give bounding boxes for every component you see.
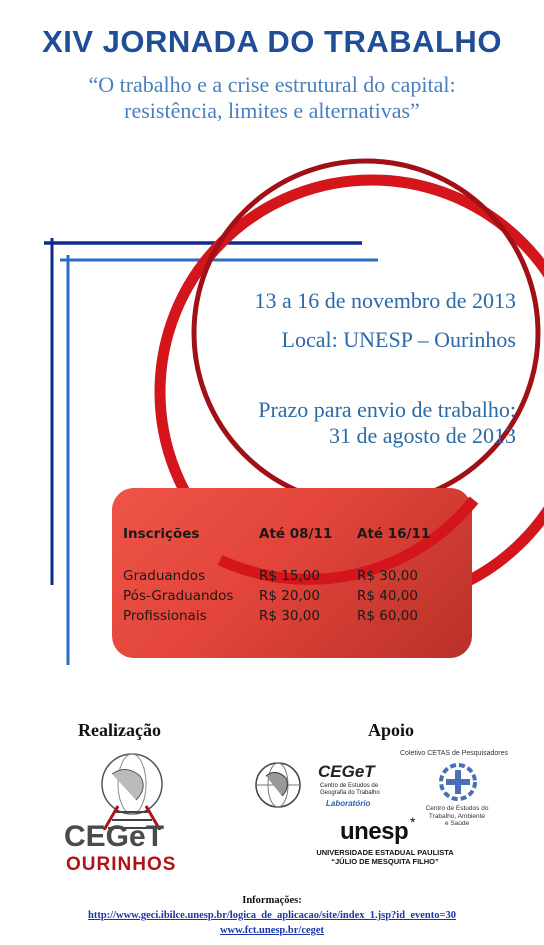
header-ate-1611: Até 16/11 (357, 526, 431, 542)
ceget-lab-desc (320, 783, 380, 797)
ceget-ourinhos-name: CEGeT (64, 820, 165, 853)
deadline-date: 31 de agosto de 2013 (329, 423, 516, 448)
cetas-line3: e Saúde (444, 820, 470, 827)
cetas-line1: Centro de Estudos do (425, 805, 489, 812)
subtitle-line-2: resistência, limites e alternativas” (124, 98, 420, 123)
unesp-star-icon: * (410, 814, 416, 830)
ceget-ourinhos-logo (60, 750, 200, 880)
ceget-ourinhos-city: OURINHOS (66, 854, 177, 875)
row-price-late: R$ 60,00 (357, 608, 418, 624)
cetas-line2: Trabalho, Ambiente (428, 812, 486, 820)
row-price-late: R$ 30,00 (357, 568, 418, 584)
footer-link-ceget[interactable] (0, 925, 544, 936)
header-ate-0811: Até 08/11 (259, 526, 333, 542)
deadline-label: Prazo para envio de trabalho: (258, 397, 516, 422)
ceget-lab-line2: Geografia do Trabalho (320, 790, 380, 796)
header-inscricoes: Inscrições (123, 526, 200, 542)
footer-link-ceget-text[interactable]: www.fct.unesp.br/ceget (219, 925, 325, 936)
row-price-early: R$ 20,00 (259, 588, 320, 604)
globe-icon (248, 760, 308, 810)
unesp-desc (300, 848, 470, 866)
unesp-line1: UNIVERSIDADE ESTADUAL PAULISTA (316, 848, 454, 857)
row-category: Profissionais (123, 608, 207, 624)
unesp-line2: “JÚLIO DE MESQUITA FILHO” (331, 857, 439, 866)
row-category: Pós-Graduandos (123, 588, 234, 604)
footer-label: Informações: (242, 895, 302, 906)
ceget-lab-line1: Centro de Estudos de (320, 783, 379, 789)
footer-link-geci-text[interactable]: http://www.geci.ibilce.unesp.br/logica_de_aplicacao/site/index_1.jsp?id_evento=30 (88, 910, 456, 921)
row-price-early: R$ 15,00 (259, 568, 320, 584)
unesp-name: unesp (340, 818, 409, 845)
event-dates: 13 a 16 de novembro de 2013 (254, 288, 516, 313)
ceget-lab-name: CEGeT (318, 762, 375, 781)
page-subtitle (0, 72, 544, 124)
row-price-late: R$ 40,00 (357, 588, 418, 604)
realizacao-label: Realização (78, 720, 161, 740)
cetas-top: Coletivo CETAS de Pesquisadores (400, 750, 509, 757)
apoio-label: Apoio (368, 720, 415, 740)
globe-rails-icon (60, 750, 200, 830)
row-category: Graduandos (123, 568, 206, 584)
event-location: Local: UNESP – Ourinhos (281, 327, 516, 352)
footer-link-geci[interactable] (0, 910, 544, 921)
subtitle-line-1: “O trabalho e a crise estrutural do capital: (88, 72, 456, 97)
row-price-early: R$ 30,00 (259, 608, 320, 624)
page-title: XIV JORNADA DO TRABALHO (42, 24, 502, 59)
cetas-emblem-icon (436, 762, 480, 802)
ceget-lab-line3: Laboratório (326, 799, 371, 808)
ceget-lab-logo (248, 760, 418, 812)
